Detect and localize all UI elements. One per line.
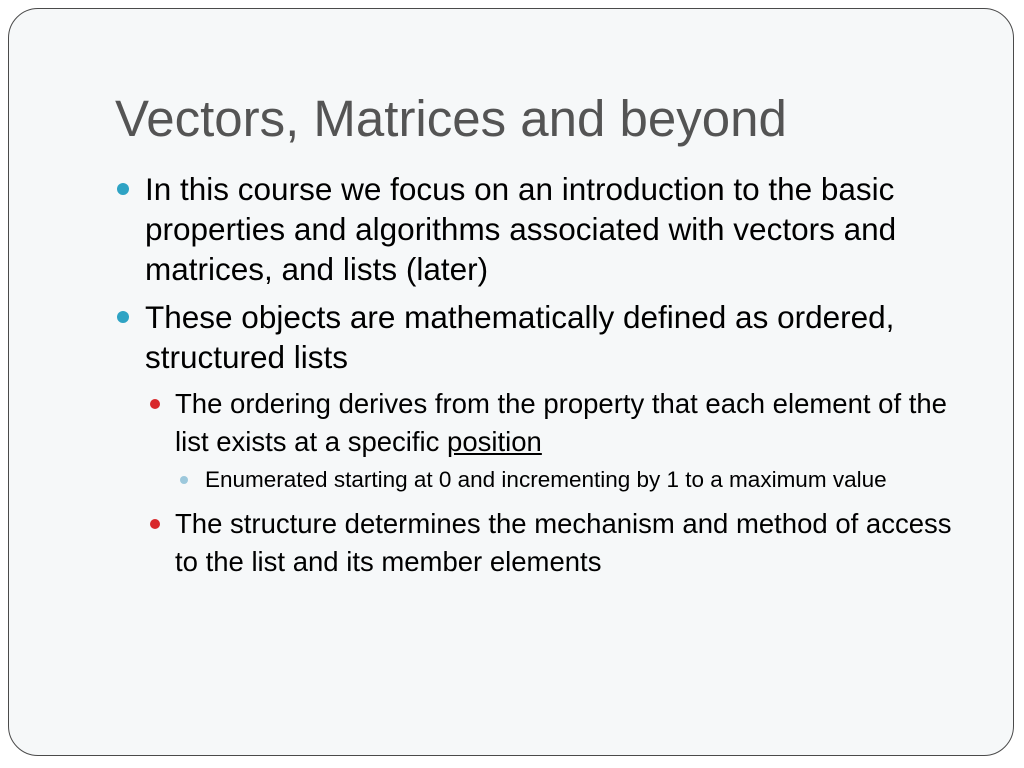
- slide: [8, 8, 1014, 756]
- sub-bullet-text: The structure determines the mechanism and method of access to the list and its member elements: [175, 508, 952, 577]
- sub-bullet-dot-icon: [150, 519, 160, 529]
- bullet-item: [113, 297, 953, 377]
- sub-bullet-item: [145, 385, 953, 461]
- bullet-item: [113, 169, 953, 289]
- sub-sub-bullet-item: [175, 465, 953, 495]
- bullet-text: In this course we focus on an introduction to the basic properties and algorithms associated with vectors and matrices, and lists (later): [145, 171, 897, 287]
- bullet-dot-icon: [117, 183, 129, 195]
- sub-sub-bullet-dot-icon: [180, 476, 188, 484]
- sub-bullet-dot-icon: [150, 399, 160, 409]
- bullet-dot-icon: [117, 311, 129, 323]
- sub-sub-bullet-text: Enumerated starting at 0 and incrementing by 1 to a maximum value: [205, 467, 887, 492]
- slide-title: Vectors, Matrices and beyond: [115, 90, 787, 147]
- bullet-text: These objects are mathematically defined as ordered, structured lists: [145, 299, 895, 375]
- sub-bullet-item: [145, 505, 953, 581]
- bullet-list: [113, 169, 953, 585]
- sub-bullet-text: The ordering derives from the property that each element of the list exists at a specific: [175, 388, 947, 457]
- emphasized-word: position: [447, 426, 542, 457]
